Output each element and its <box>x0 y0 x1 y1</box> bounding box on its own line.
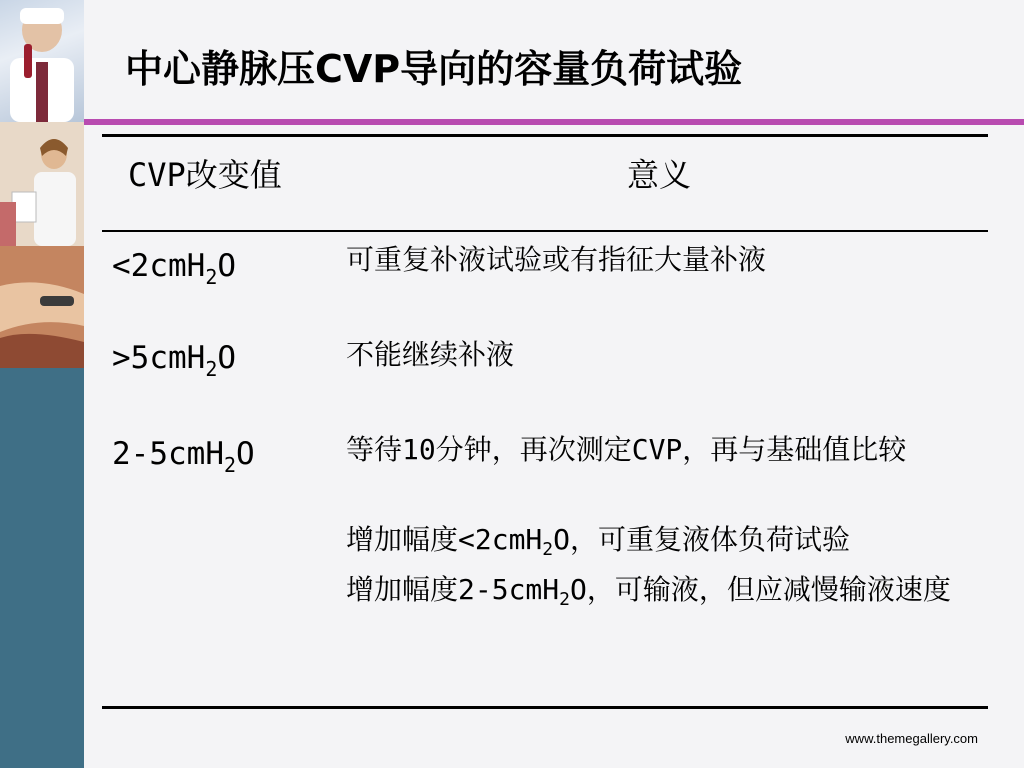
hands-illustration <box>0 246 84 368</box>
slide-title: 中心静脉压CVP导向的容量负荷试验 <box>125 47 743 91</box>
table-top-rule <box>102 134 988 137</box>
doctor-photo <box>0 0 84 122</box>
table-bottom-rule <box>102 706 988 709</box>
meaning-row3: 等待10分钟，再次测定CVP，再与基础值比较 <box>346 433 907 466</box>
table-header-rule <box>102 230 988 232</box>
footer-url: www.themegallery.com <box>845 731 978 746</box>
hands-photo <box>0 246 84 368</box>
doctor-illustration <box>0 0 84 122</box>
meaning-row3-sub2: 增加幅度2-5cmH$_2$O，可输液，但应减慢输液速度 <box>346 573 951 610</box>
accent-divider <box>84 119 1024 125</box>
column-header-meaning: 意义 <box>627 156 692 194</box>
cvp-value-row2: >5cmH$_2$O <box>112 340 237 381</box>
cvp-value-row3: 2-5cmH$_2$O <box>112 436 255 477</box>
meaning-row1: 可重复补液试验或有指征大量补液 <box>346 243 767 276</box>
nurse-illustration <box>0 122 84 246</box>
meaning-row2: 不能继续补液 <box>346 338 515 371</box>
cvp-value-row1: <2cmH$_2$O <box>112 248 237 289</box>
meaning-row3-sub1: 增加幅度<2cmH$_2$O，可重复液体负荷试验 <box>346 523 850 560</box>
nurse-photo <box>0 122 84 246</box>
column-header-cvp: CVP改变值 <box>128 156 282 194</box>
